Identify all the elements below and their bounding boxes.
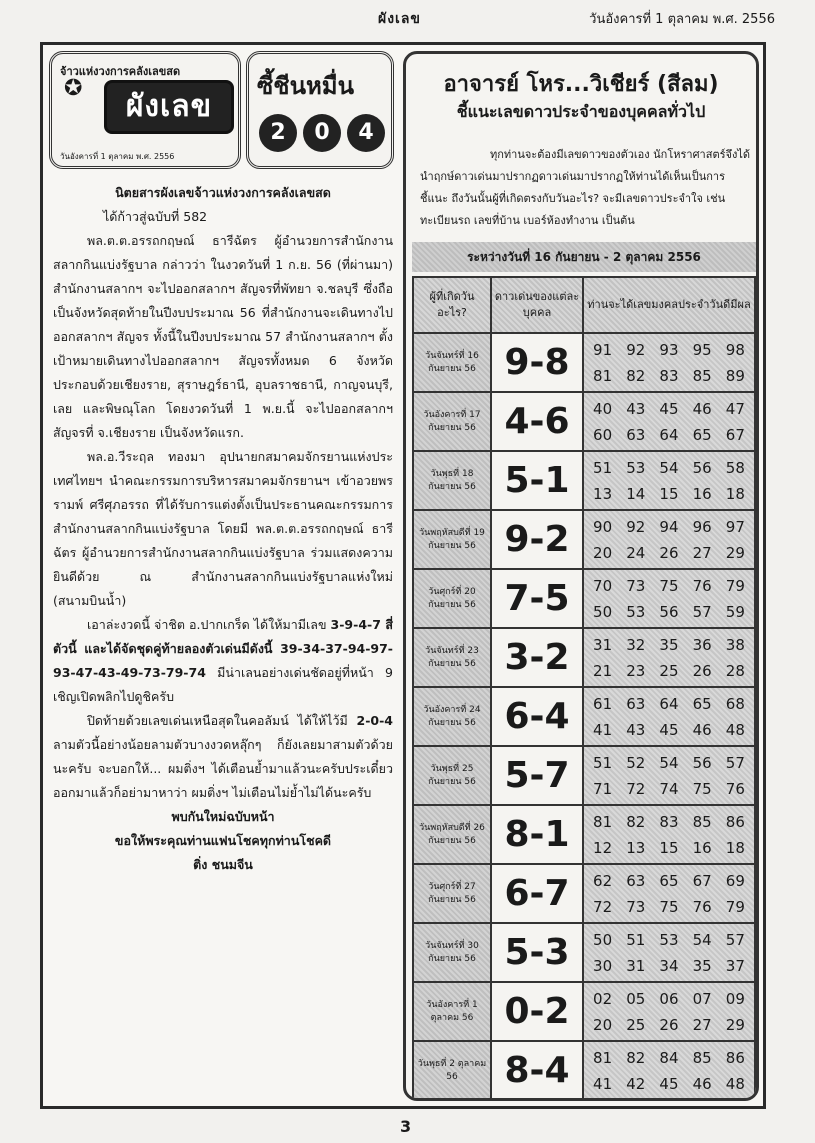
number-line	[586, 717, 752, 743]
lucky-number: 41	[593, 720, 613, 739]
lucky-numbers-cell	[583, 333, 755, 392]
lucky-number: 40	[593, 399, 613, 418]
lucky-number: 56	[692, 753, 712, 772]
number-line	[586, 927, 752, 953]
table-row	[413, 510, 755, 569]
column-header: ผู้ที่เกิดวันอะไร?	[413, 277, 491, 333]
lucky-number: 85	[692, 366, 712, 385]
birth-day-cell: วันจันทร์ที่ 23 กันยายน 56	[413, 628, 491, 687]
lucky-number: 46	[692, 1074, 712, 1093]
lucky-number: 26	[692, 661, 712, 680]
lucky-number: 83	[659, 812, 679, 831]
article-paragraph	[53, 613, 393, 709]
lucky-number: 57	[692, 602, 712, 621]
lucky-number: 81	[593, 366, 613, 385]
star-icon: ✪	[64, 76, 83, 101]
table-row	[413, 628, 755, 687]
column-header: ท่านจะได้เลขมงคลประจำวันดีมีผล	[583, 277, 755, 333]
star-number-cell: 7-5	[491, 569, 583, 628]
lucky-number: 31	[593, 635, 613, 654]
lucky-number: 15	[659, 838, 679, 857]
lucky-number: 51	[593, 753, 613, 772]
lucky-number: 34	[659, 956, 679, 975]
lucky-number: 75	[659, 576, 679, 595]
number-line	[586, 835, 752, 861]
lucky-number: 35	[659, 635, 679, 654]
lucky-number: 65	[692, 425, 712, 444]
number-line	[586, 455, 752, 481]
number-line	[586, 658, 752, 684]
panel-title: อาจารย์ โหร...วิเชียร์ (สีลม)	[443, 72, 719, 97]
lucky-number: 89	[725, 366, 745, 385]
birth-day-cell: วันศุกร์ที่ 27 กันยายน 56	[413, 864, 491, 923]
page-header	[0, 0, 815, 36]
table-body	[413, 333, 755, 1100]
lucky-number: 26	[659, 1015, 679, 1034]
left-column	[43, 45, 398, 1106]
header-date: วันอังคารที่ 1 ตุลาคม พ.ศ. 2556	[589, 12, 775, 27]
lucky-numbers-cell	[583, 923, 755, 982]
lucky-number: 62	[593, 871, 613, 890]
lucky-number: 98	[725, 340, 745, 359]
birth-day-cell: วันอังคารที่ 1 ตุลาคม 56	[413, 982, 491, 1041]
lucky-number: 82	[626, 1048, 646, 1067]
lucky-numbers-cell	[583, 805, 755, 864]
period-banner: ระหว่างวันที่ 16 กันยายน - 2 ตุลาคม 2556	[412, 242, 756, 272]
article-paragraph	[53, 709, 393, 805]
star-number-cell: 5-1	[491, 451, 583, 510]
birth-day-cell: วันอังคารที่ 24 กันยายน 56	[413, 687, 491, 746]
lucky-number: 90	[593, 517, 613, 536]
lucky-number-table	[412, 276, 756, 1101]
table-row	[413, 451, 755, 510]
masthead-org: จ้าวแห่งวงการคลังเลขสด	[60, 65, 181, 78]
lucky-number: 29	[725, 1015, 745, 1034]
star-number-cell: 9-8	[491, 333, 583, 392]
page-frame	[40, 42, 766, 1109]
lucky-number: 27	[692, 1015, 712, 1034]
lucky-number: 16	[692, 838, 712, 857]
lucky-number: 52	[626, 753, 646, 772]
star-number-cell: 6-4	[491, 687, 583, 746]
star-number-cell: 4-6	[491, 392, 583, 451]
star-number-cell: 3-2	[491, 628, 583, 687]
lucky-number: 73	[626, 576, 646, 595]
table-row	[413, 687, 755, 746]
lucky-number: 24	[626, 543, 646, 562]
lucky-number: 75	[659, 897, 679, 916]
lucky-number: 92	[626, 340, 646, 359]
birth-day-cell: วันอังคารที่ 17 กันยายน 56	[413, 392, 491, 451]
badge-digit: 4	[347, 114, 385, 152]
birth-day-cell: วันจันทร์ที่ 30 กันยายน 56	[413, 923, 491, 982]
lucky-number: 35	[692, 956, 712, 975]
lucky-number: 12	[593, 838, 613, 857]
lucky-number: 15	[659, 484, 679, 503]
lucky-number: 57	[725, 930, 745, 949]
number-line	[586, 481, 752, 507]
masthead-date: วันอังคารที่ 1 ตุลาคม พ.ศ. 2556	[60, 152, 175, 161]
lucky-number: 27	[692, 543, 712, 562]
number-line	[586, 422, 752, 448]
number-line	[586, 986, 752, 1012]
lucky-number: 37	[725, 956, 745, 975]
star-number-cell: 5-7	[491, 746, 583, 805]
lucky-number: 48	[725, 1074, 745, 1093]
lucky-number: 36	[692, 635, 712, 654]
number-line	[586, 514, 752, 540]
lucky-number: 18	[725, 484, 745, 503]
table-row	[413, 982, 755, 1041]
badge-digits	[259, 114, 385, 152]
star-number-cell: 5-3	[491, 923, 583, 982]
lucky-number: 94	[659, 517, 679, 536]
lucky-number: 48	[725, 720, 745, 739]
article-heading: นิตยสารผังเลขจ้าวแห่งวงการคลังเลขสด	[115, 185, 331, 200]
lucky-number-badge	[246, 51, 394, 169]
birth-day-cell: วันพฤหัสบดีที่ 19 กันยายน 56	[413, 510, 491, 569]
lucky-number: 76	[692, 576, 712, 595]
lucky-number: 51	[593, 458, 613, 477]
lucky-number: 68	[725, 694, 745, 713]
lucky-number: 28	[725, 661, 745, 680]
table-row	[413, 392, 755, 451]
lucky-number: 05	[626, 989, 646, 1008]
panel-intro: ทุกท่านจะต้องมีเลขดาวของตัวเอง นักโหราศาสตร์จึงได้นำฤกษ์ดาวเด่นมาปรากฏดาวเด่นมาปรากฏให้ท่านได้เห็นเป็นการชี้แนะ ถึงวันนั้นผู้ที่เกิดตรงกับวันอะไร? จะมีเลขดาวประจำใจ เช่น ทะเบียนรถ เลขที่บ้าน เบอร์ห้องทำงาน เป็นต้น	[420, 148, 750, 227]
lucky-number: 09	[725, 989, 745, 1008]
article-issue-no: ได้ก้าวสู่ฉบับที่ 582	[103, 209, 208, 224]
highlighted-numbers: 2-0-4	[356, 713, 393, 728]
birth-day-cell: วันพุธที่ 25 กันยายน 56	[413, 746, 491, 805]
lucky-number: 50	[593, 930, 613, 949]
lucky-number: 86	[725, 1048, 745, 1067]
lucky-number: 95	[692, 340, 712, 359]
lucky-number: 85	[692, 1048, 712, 1067]
lucky-number: 21	[593, 661, 613, 680]
table-row	[413, 923, 755, 982]
lucky-number: 69	[725, 871, 745, 890]
number-line	[586, 573, 752, 599]
lucky-number: 46	[692, 399, 712, 418]
lucky-number: 75	[692, 779, 712, 798]
lucky-number: 43	[626, 399, 646, 418]
lucky-number: 86	[725, 812, 745, 831]
lucky-number: 64	[659, 425, 679, 444]
lucky-number: 46	[692, 720, 712, 739]
article-paragraph: พล.ต.ต.อรรถกฤษณ์ ธารีฉัตร ผู้อำนวยการสำนักงานสลากกินแบ่งรัฐบาล กล่าวว่า ในงวดวันที่ 1 ก.ย. 56 (ที่ผ่านมา) สำนักงานสลากฯ จะไปออกสลากฯ สัญจรที่พัทยา จ.ชลบุรี ซึ่งถือเป็นจังหวัดสุดท้ายในปีงบประมาณ 56 ที่สำนักงานจะเดินทางไปออกสลากฯ สัญจร ทั้งนี้ในปีงบประมาณ 57 สำนักงานสลากฯ ตั้งเป้าหมายเดินทางไปออกสลากฯ สัญจรทั้งหมด 6 จังหวัด ประกอบด้วยเชียงราย, สุราษฎร์ธานี, อุบลราชธานี, กาญจนบุรี, เลย และพิษณุโลก โดยงวดวันที่ 1 พ.ย.นี้ จะไปออกสลากฯ สัญจรที่ จ.เชียงราย เป็นจังหวัดแรก.	[53, 233, 393, 440]
lucky-number: 56	[659, 602, 679, 621]
lucky-number: 20	[593, 1015, 613, 1034]
number-line	[586, 1045, 752, 1071]
lucky-number: 79	[725, 897, 745, 916]
birth-day-cell: วันศุกร์ที่ 20 กันยายน 56	[413, 569, 491, 628]
paragraph-tail: ลามตัวนี้อย่างน้อยลามตัวบางงวดหลุ๊กๆ ก็ยังเลยมาสามตัวด้วยนะครับ จะบอกให้... ผมติ่งฯ ได้เตือนย้ำมาแล้วนะครับประเดี๋ยวออกมาแล้วก็อย่ามาหาว่า ผมติ่งฯ ไม่เตือนไม่ย้ำไม่ได้นะครับ	[53, 737, 393, 800]
lucky-number: 67	[692, 871, 712, 890]
lucky-number: 26	[659, 543, 679, 562]
lucky-number: 42	[626, 1074, 646, 1093]
lucky-number: 38	[725, 635, 745, 654]
masthead-title: ผังเลข	[104, 80, 234, 134]
lucky-number: 54	[659, 458, 679, 477]
lucky-number: 50	[593, 602, 613, 621]
badge-digit: 2	[259, 114, 297, 152]
star-number-cell: 6-7	[491, 864, 583, 923]
birth-day-cell: วันจันทร์ที่ 16 กันยายน 56	[413, 333, 491, 392]
lucky-numbers-cell	[583, 451, 755, 510]
number-line	[586, 691, 752, 717]
lucky-number: 56	[692, 458, 712, 477]
column-header: ดาวเด่นของแต่ละบุคคล	[491, 277, 583, 333]
lucky-number: 63	[626, 871, 646, 890]
lucky-number: 67	[725, 425, 745, 444]
number-line	[586, 953, 752, 979]
lucky-number: 81	[593, 812, 613, 831]
badge-label: ซี้ชีนหมื่น	[257, 72, 355, 100]
closing-line: ขอให้พระคุณท่านแฟนโชคทุกท่านโชคดี	[114, 833, 332, 848]
lucky-number: 32	[626, 635, 646, 654]
lucky-number: 85	[692, 812, 712, 831]
lucky-number: 45	[659, 720, 679, 739]
lucky-number: 30	[593, 956, 613, 975]
lucky-number: 41	[593, 1074, 613, 1093]
lucky-number: 31	[626, 956, 646, 975]
lucky-number: 53	[626, 602, 646, 621]
lucky-number: 20	[593, 543, 613, 562]
lucky-number: 54	[659, 753, 679, 772]
lucky-number: 13	[593, 484, 613, 503]
badge-digit: 0	[303, 114, 341, 152]
closing-line: พบกันใหม่ฉบับหน้า	[171, 809, 275, 824]
lucky-number: 64	[659, 694, 679, 713]
lucky-number: 70	[593, 576, 613, 595]
lucky-number: 81	[593, 1048, 613, 1067]
panel-subtitle: ชี้แนะเลขดาวประจำของบุคคลทั่วไป	[456, 102, 706, 121]
lucky-number: 72	[593, 897, 613, 916]
table-row	[413, 864, 755, 923]
table-header-row	[413, 277, 755, 333]
number-line	[586, 894, 752, 920]
lucky-number: 61	[593, 694, 613, 713]
article-paragraph: พล.อ.วีระฤล ทองมา อุปนายกสมาคมจักรยานแห่งประเทศไทยฯ นำคณะกรรมการบริหารสมาคมจักรยานฯ เข้าอวยพร รามพ์ ศรีศุภอรรถ ที่ได้รับการแต่งตั้งเป็นประธานคณะกรรมการ สำนักงานสลากกินแบ่งรัฐบาล โดยมี พล.ต.ต.อรรถกฤษณ์ ธารีฉัตร ผู้อำนวยการสำนักงานสลากกินแบ่งรัฐบาล ร่วมแสดงความยินดีด้วย ณ สำนักงานสลากกินแบ่งรัฐบาลแห่งใหม่ (สนามบินน้ำ)	[53, 449, 393, 608]
lucky-number: 43	[626, 720, 646, 739]
lucky-number: 25	[626, 1015, 646, 1034]
paragraph-lead: ปิดท้ายด้วยเลขเด่นเหนือสุดในคอลัมน์ ได้ให้ไว้มี	[87, 713, 348, 728]
lucky-number: 53	[626, 458, 646, 477]
lucky-number: 60	[593, 425, 613, 444]
number-line	[586, 1012, 752, 1038]
table-row	[413, 1041, 755, 1100]
number-line	[586, 363, 752, 389]
birth-day-cell: วันพุธที่ 18 กันยายน 56	[413, 451, 491, 510]
lucky-number: 65	[659, 871, 679, 890]
lucky-numbers-cell	[583, 1041, 755, 1100]
number-line	[586, 868, 752, 894]
publication-name: ผังเลข	[378, 11, 421, 27]
lucky-numbers-cell	[583, 510, 755, 569]
number-line	[586, 1071, 752, 1097]
lucky-number: 83	[659, 366, 679, 385]
table-row	[413, 333, 755, 392]
lucky-number: 93	[659, 340, 679, 359]
lucky-number: 79	[725, 576, 745, 595]
author-signature: ติ่ง ชนมจีน	[193, 857, 253, 872]
star-number-cell: 8-1	[491, 805, 583, 864]
lucky-number: 84	[659, 1048, 679, 1067]
number-line	[586, 337, 752, 363]
lucky-number: 47	[725, 399, 745, 418]
lucky-number: 29	[725, 543, 745, 562]
birth-day-cell: วันพุธที่ 2 ตุลาคม 56	[413, 1041, 491, 1100]
lucky-number: 71	[593, 779, 613, 798]
lucky-number: 63	[626, 694, 646, 713]
lucky-number: 82	[626, 366, 646, 385]
table-row	[413, 805, 755, 864]
lucky-numbers-cell	[583, 628, 755, 687]
number-line	[586, 632, 752, 658]
lucky-number: 72	[626, 779, 646, 798]
lucky-number-panel	[403, 51, 759, 1101]
paragraph-lead: เอาล่ะงวดนี้ จ่าชิต อ.ปากเกร็ด ได้ให้มามีเลข	[87, 617, 327, 632]
lucky-number: 07	[692, 989, 712, 1008]
lucky-number: 91	[593, 340, 613, 359]
lucky-numbers-cell	[583, 569, 755, 628]
lucky-number: 74	[659, 779, 679, 798]
lucky-number: 16	[692, 484, 712, 503]
lucky-number: 57	[725, 753, 745, 772]
lucky-number: 53	[659, 930, 679, 949]
lucky-number: 92	[626, 517, 646, 536]
lucky-number: 06	[659, 989, 679, 1008]
star-number-cell: 8-4	[491, 1041, 583, 1100]
number-line	[586, 809, 752, 835]
lucky-number: 14	[626, 484, 646, 503]
number-line	[586, 396, 752, 422]
lucky-number: 51	[626, 930, 646, 949]
lucky-number: 76	[692, 897, 712, 916]
lucky-number: 45	[659, 1074, 679, 1093]
table-row	[413, 746, 755, 805]
page-number: 3	[400, 1117, 412, 1136]
lucky-numbers-cell	[583, 746, 755, 805]
lucky-numbers-cell	[583, 864, 755, 923]
lucky-number: 76	[725, 779, 745, 798]
number-line	[586, 750, 752, 776]
lucky-number: 58	[725, 458, 745, 477]
table-row	[413, 569, 755, 628]
masthead-logo	[49, 51, 241, 169]
lucky-number: 13	[626, 838, 646, 857]
lucky-number: 97	[725, 517, 745, 536]
paragraph-tail: มีน่าเลนอย่างเด่นชัดอยู่ที่หน้า 9 เชิญเปิดพลิกไปดูชิครับ	[53, 665, 393, 704]
star-number-cell: 0-2	[491, 982, 583, 1041]
lucky-number: 73	[626, 897, 646, 916]
number-line	[586, 599, 752, 625]
lucky-number: 82	[626, 812, 646, 831]
lucky-number: 59	[725, 602, 745, 621]
number-line	[586, 776, 752, 802]
lucky-number: 65	[692, 694, 712, 713]
lucky-number: 23	[626, 661, 646, 680]
star-number-cell: 9-2	[491, 510, 583, 569]
lucky-numbers-cell	[583, 982, 755, 1041]
lucky-number: 45	[659, 399, 679, 418]
birth-day-cell: วันพฤหัสบดีที่ 26 กันยายน 56	[413, 805, 491, 864]
lucky-number: 63	[626, 425, 646, 444]
lucky-number: 96	[692, 517, 712, 536]
lucky-numbers-cell	[583, 687, 755, 746]
lucky-numbers-cell	[583, 392, 755, 451]
lucky-number: 54	[692, 930, 712, 949]
highlighted-numbers: 3-9-4-7 สี่ตัวนี้ และได้จัดชุดคู่ท้ายลองตัวเด่นมีดังนี้ 39-34-37-94-97-93-47-43-49-73-79-74	[53, 617, 393, 680]
number-line	[586, 540, 752, 566]
lucky-number: 18	[725, 838, 745, 857]
lucky-number: 25	[659, 661, 679, 680]
lucky-number: 02	[593, 989, 613, 1008]
article	[53, 181, 393, 877]
